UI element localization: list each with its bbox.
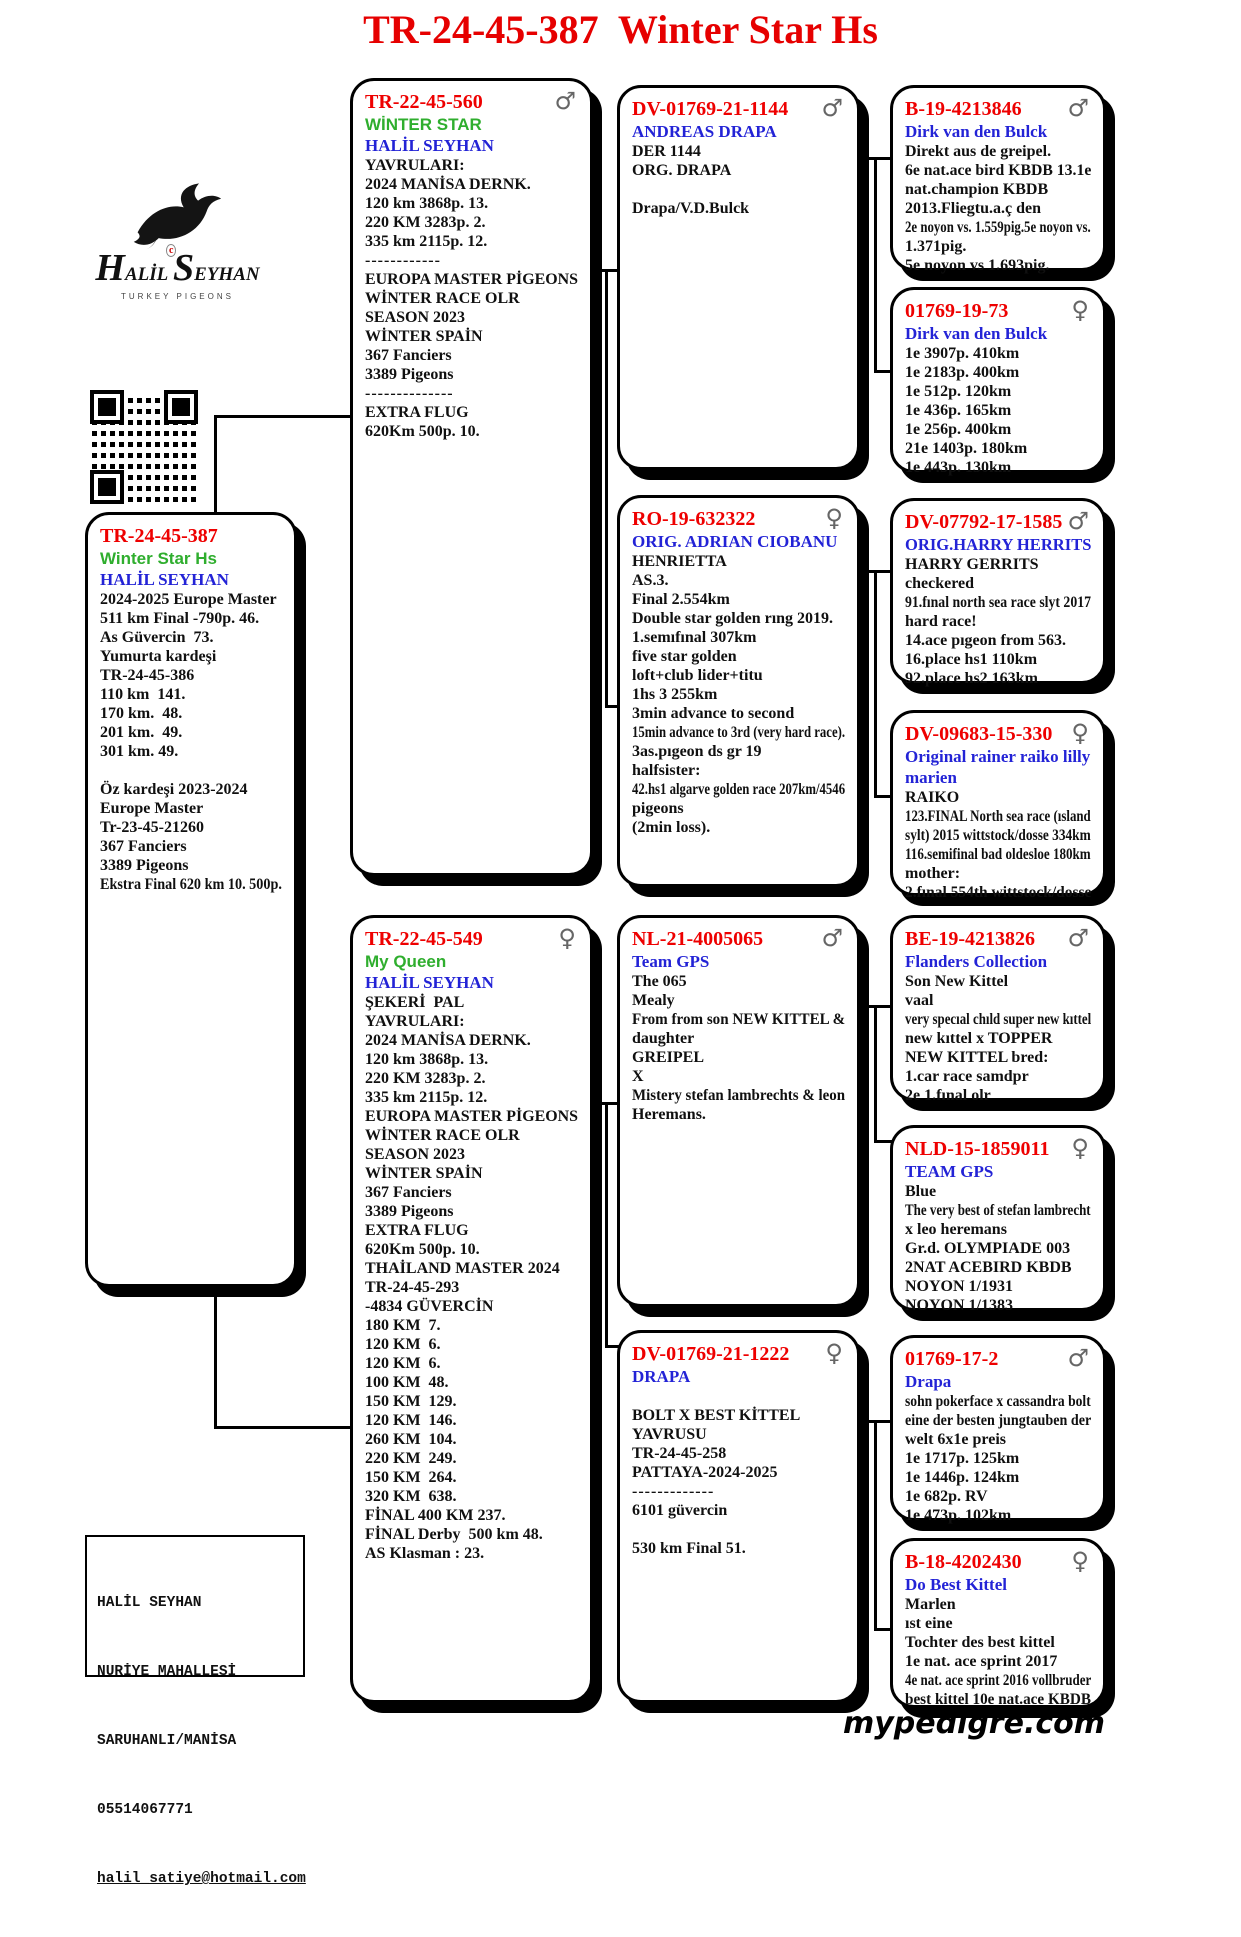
- pedigree-line: 620Km 500p. 10.: [365, 423, 480, 440]
- pedigree-line: 1e 2183p. 400km: [905, 364, 1020, 381]
- pedigree-line: 335 km 2115p. 12.: [365, 1089, 488, 1106]
- logo-initial: H: [95, 247, 125, 289]
- female-symbol-icon: ♀: [1071, 296, 1089, 324]
- loft-subtitle: TURKEY PIGEONS: [121, 292, 234, 301]
- logo-mark: c: [166, 244, 176, 257]
- pedigree-line: TR-24-45-293: [365, 1279, 460, 1296]
- ring-number: TR-24-45-387: [100, 525, 218, 547]
- pedigree-line: 530 km Final 51.: [632, 1540, 746, 1557]
- pedigree-line: 2.fınal 554th wittstock/dosse: [905, 884, 1092, 901]
- pedigree-line: sohn pokerface x cassandra bolt: [905, 1393, 1091, 1410]
- pedigree-line: Son New Kittel: [905, 973, 1009, 990]
- pedigree-line: My Queen: [365, 952, 447, 971]
- contact-city: SARUHANLI/MANİSA: [97, 1733, 237, 1749]
- pedigree-line: FİNAL 400 KM 237.: [365, 1507, 506, 1524]
- pedigree-line: Heremans.: [632, 1106, 706, 1123]
- male-symbol-icon: ♂: [821, 94, 843, 122]
- ring-number: B-19-4213846: [905, 98, 1022, 120]
- pedigree-line: HENRIETTA: [632, 553, 727, 570]
- pedigree-line: X: [632, 1068, 644, 1085]
- pedigree-line: Final 2.554km: [632, 591, 730, 608]
- pedigree-line: WİNTER SPAİN: [365, 328, 483, 345]
- pedigree-line: 42.hs1 algarve golden race 207km/4546: [632, 781, 846, 798]
- page-title: TR-24-45-387 Winter Star Hs: [363, 7, 878, 52]
- loft-logo: [80, 180, 275, 370]
- pedigree-line: 14.ace pıgeon from 563.: [905, 632, 1067, 649]
- pedigree-line: Mealy: [632, 992, 675, 1009]
- pedigree-line: 2NAT ACEBIRD KBDB: [905, 1259, 1072, 1276]
- connector-line: [605, 1102, 608, 1348]
- pedigree-line: 367 Fanciers: [365, 347, 452, 364]
- qr-finder-icon: [90, 390, 124, 424]
- pedigree-line: (2min loss).: [632, 819, 711, 836]
- pedigree-line: -------------: [632, 1483, 715, 1500]
- pedigree-line: 4e nat. ace sprint 2016 vollbruder: [905, 1672, 1092, 1689]
- pedigree-line: 120 KM 6.: [365, 1336, 441, 1353]
- pedigree-line: 150 KM 264.: [365, 1469, 457, 1486]
- pedigree-line: YAVRULARI:: [365, 1013, 465, 1030]
- pedigree-line: ANDREAS DRAPA: [632, 122, 777, 141]
- pedigree-line: EUROPA MASTER PİGEONS: [365, 1108, 578, 1125]
- pedigree-line: PATTAYA-2024-2025: [632, 1464, 778, 1481]
- pedigree-line: ORIG.HARRY HERRITS: [905, 535, 1092, 554]
- ring-number: DV-07792-17-1585: [905, 511, 1063, 533]
- pedigree-line: 1e nat. ace sprint 2017: [905, 1653, 1058, 1670]
- ring-number: DV-01769-21-1222: [632, 1343, 790, 1365]
- pedigree-line: 1e 1717p. 125km: [905, 1450, 1020, 1467]
- pedigree-line: NOYON 1/1383: [905, 1297, 1013, 1314]
- pedigree-line: Mistery stefan lambrechts & leon: [632, 1087, 846, 1104]
- pedigree-line: new kıttel x TOPPER: [905, 1030, 1053, 1047]
- pedigree-line: 15min advance to 3rd (very hard race).: [632, 724, 846, 741]
- pedigree-line: marien: [905, 768, 957, 787]
- pedigree-line: -4834 GÜVERCİN: [365, 1298, 494, 1315]
- pedigree-box-ggp-4: [890, 710, 1106, 901]
- pedigree-line: 220 KM 249.: [365, 1450, 457, 1467]
- pedigree-line: 2013.Fliegtu.a.ç den: [905, 200, 1041, 217]
- pedigree-box-ggp-5: [890, 915, 1106, 1104]
- pedigree-line: hard race!: [905, 613, 977, 630]
- connector-line: [874, 1005, 877, 1143]
- pedigree-line: NOYON 1/1931: [905, 1278, 1013, 1295]
- pedigree-line: WİNTER SPAİN: [365, 1165, 483, 1182]
- pedigree-line: loft+club lider+titu: [632, 667, 763, 684]
- pedigree-line: NEW KITTEL bred:: [905, 1049, 1049, 1066]
- pedigree-line: pigeons: [632, 800, 684, 817]
- pedigree-line: SEASON 2023: [365, 1146, 466, 1163]
- pedigree-line: Europe Master: [100, 800, 204, 817]
- contact-phone: 05514067771: [97, 1802, 193, 1818]
- pedigree-line: ------------: [365, 252, 441, 269]
- pedigree-line: 1e 682p. RV: [905, 1488, 988, 1505]
- ring-number: NL-21-4005065: [632, 928, 764, 950]
- pedigree-line: mother:: [905, 865, 961, 882]
- pedigree-line: WİNTER STAR: [365, 115, 482, 134]
- pedigree-line: 220 KM 3283p. 2.: [365, 1070, 486, 1087]
- male-symbol-icon: ♂: [1067, 94, 1089, 122]
- pedigree-line: 1.car race samdpr: [905, 1068, 1029, 1085]
- pedigree-line: THAİLAND MASTER 2024: [365, 1260, 560, 1277]
- male-symbol-icon: ♂: [1067, 924, 1089, 952]
- pedigree-line: FİNAL Derby 500 km 48.: [365, 1526, 543, 1543]
- pedigree-box-ggp-8: [890, 1538, 1106, 1708]
- site-watermark: mypedigre.com: [842, 1706, 1105, 1741]
- pedigree-line: EXTRA FLUG: [365, 404, 469, 421]
- ring-number: DV-01769-21-1144: [632, 98, 789, 120]
- connector-line: [214, 1426, 350, 1429]
- pedigree-line: 1e 473p. 102km: [905, 1507, 1012, 1524]
- pedigree-line: 1.371pig.: [905, 238, 967, 255]
- pedigree-line: 120 km 3868p. 13.: [365, 195, 489, 212]
- pigeon-logo-icon: [128, 180, 224, 252]
- pedigree-line: best kittel 10e nat.ace KBDB: [905, 1691, 1091, 1708]
- ring-number: 01769-17-2: [905, 1348, 999, 1370]
- ring-number: BE-19-4213826: [905, 928, 1035, 950]
- male-symbol-icon: ♂: [554, 87, 576, 115]
- pedigree-line: 260 KM 104.: [365, 1431, 457, 1448]
- pedigree-line: 3389 Pigeons: [100, 857, 189, 874]
- pedigree-line: [632, 1387, 845, 1406]
- pedigree-line: 367 Fanciers: [365, 1184, 452, 1201]
- contact-name: HALİL SEYHAN: [97, 1595, 202, 1611]
- pedigree-box-mother: [350, 915, 593, 1703]
- pedigree-box-ggp-3: [890, 498, 1106, 687]
- pedigree-line: 1.semıfınal 307km: [632, 629, 757, 646]
- pedigree-line: Ekstra Final 620 km 10. 500p.: [100, 876, 282, 893]
- connector-line: [874, 157, 877, 373]
- pedigree-line: [632, 180, 845, 199]
- pedigree-line: ORG. DRAPA: [632, 162, 732, 179]
- pedigree-line: 1e 443p. 130km: [905, 459, 1012, 476]
- email-link[interactable]: halil_satiye@hotmail.com: [97, 1871, 306, 1887]
- pedigree-line: ORIG. ADRIAN CIOBANU: [632, 532, 838, 551]
- connector-line: [874, 1140, 892, 1143]
- female-symbol-icon: ♀: [825, 1339, 843, 1367]
- pedigree-line: Drapa/V.D.Bulck: [632, 200, 750, 217]
- pedigree-line: YAVRULARI:: [365, 157, 465, 174]
- pedigree-line: Blue: [905, 1183, 937, 1200]
- pedigree-line: HALİL SEYHAN: [100, 570, 229, 589]
- pedigree-line: 620Km 500p. 10.: [365, 1241, 480, 1258]
- pedigree-line: Do Best Kittel: [905, 1575, 1007, 1594]
- pedigree-line: Team GPS: [632, 952, 710, 971]
- pedigree-line: 1e 512p. 120km: [905, 383, 1012, 400]
- pedigree-line: [632, 1520, 845, 1539]
- pedigree-line: 335 km 2115p. 12.: [365, 233, 488, 250]
- pedigree-line: 150 KM 129.: [365, 1393, 457, 1410]
- pedigree-box-ggp-6: [890, 1125, 1106, 1314]
- pedigree-line: YAVRUSU: [632, 1426, 707, 1443]
- contact-street: NURİYE MAHALLESİ: [97, 1664, 237, 1680]
- pedigree-line: EUROPA MASTER PİGEONS: [365, 271, 578, 288]
- pedigree-line: Tr-23-45-21260: [100, 819, 204, 836]
- male-symbol-icon: ♂: [1067, 1344, 1089, 1372]
- pedigree-line: x leo heremans: [905, 1221, 1007, 1238]
- ring-number: RO-19-632322: [632, 508, 756, 530]
- pedigree-line: 2e noyon vs. 1.559pig.5e noyon vs.: [905, 219, 1091, 236]
- pedigree-line: vaal: [905, 992, 934, 1009]
- pedigree-line: As Güvercin 73.: [100, 629, 214, 646]
- pedigree-line: five star golden: [632, 648, 737, 665]
- pedigree-line: 1e 436p. 165km: [905, 402, 1012, 419]
- pedigree-line: 170 km. 48.: [100, 705, 183, 722]
- pedigree-box-granddam-paternal: [617, 495, 860, 887]
- pedigree-box-father: [350, 78, 593, 876]
- pedigree-line: --------------: [365, 385, 454, 402]
- pedigree-line: SEASON 2023: [365, 309, 466, 326]
- pedigree-box-ggp-1: [890, 85, 1106, 274]
- qr-finder-icon: [164, 390, 198, 424]
- female-symbol-icon: ♀: [558, 924, 576, 952]
- pedigree-line: The 065: [632, 973, 687, 990]
- pedigree-box-granddam-maternal: [617, 1330, 860, 1703]
- pedigree-line: Marlen: [905, 1596, 956, 1613]
- pedigree-line: 3389 Pigeons: [365, 366, 454, 383]
- pedigree-line: Dirk van den Bulck: [905, 324, 1048, 343]
- pedigree-line: 2024 MANİSA DERNK.: [365, 176, 531, 193]
- pedigree-line: ıst eine: [905, 1615, 953, 1632]
- pedigree-line: 1e 3907p. 410km: [905, 345, 1020, 362]
- pedigree-line: ŞEKERİ PAL: [365, 994, 465, 1011]
- female-symbol-icon: ♀: [825, 504, 843, 532]
- pedigree-line: 2e 1.fınal olr: [905, 1087, 991, 1104]
- pedigree-line: Yumurta kardeşi: [100, 648, 217, 665]
- pedigree-line: 120 KM 6.: [365, 1355, 441, 1372]
- pedigree-line: 201 km. 49.: [100, 724, 183, 741]
- pedigree-box-grandsire-maternal: [617, 915, 860, 1307]
- pedigree-line: Drapa: [905, 1372, 952, 1391]
- pedigree-line: welt 6x1e preis: [905, 1431, 1007, 1448]
- pedigree-box-ggp-2: [890, 287, 1106, 476]
- pedigree-line: Double star golden rıng 2019.: [632, 610, 834, 627]
- pedigree-line: Dirk van den Bulck: [905, 122, 1048, 141]
- female-symbol-icon: ♀: [1071, 1547, 1089, 1575]
- pedigree-line: Tochter des best kittel: [905, 1634, 1055, 1651]
- loft-name: HALİL c SEYHAN: [95, 245, 260, 289]
- pedigree-line: 6101 güvercin: [632, 1502, 728, 1519]
- pedigree-line: AS.3.: [632, 572, 669, 589]
- pedigree-line: eine der besten jungtauben der: [905, 1412, 1092, 1429]
- pedigree-line: 220 KM 3283p. 2.: [365, 214, 486, 231]
- pedigree-line: DER 1144: [632, 143, 701, 160]
- pedigree-line: TEAM GPS: [905, 1162, 994, 1181]
- pedigree-line: halfsister:: [632, 762, 701, 779]
- ring-number: TR-22-45-560: [365, 91, 483, 113]
- pedigree-line: AS Klasman : 23.: [365, 1545, 485, 1562]
- pedigree-line: Direkt aus de greipel.: [905, 143, 1052, 160]
- female-symbol-icon: ♀: [1071, 1134, 1089, 1162]
- male-symbol-icon: ♂: [821, 924, 843, 952]
- pedigree-line: 2024-2025 Europe Master: [100, 591, 277, 608]
- pedigree-box-ggp-7: [890, 1335, 1106, 1524]
- pedigree-line: 92.place hs2 163km: [905, 670, 1038, 687]
- pedigree-line: HALİL SEYHAN: [365, 973, 494, 992]
- pedigree-line: 1e 256p. 400km: [905, 421, 1012, 438]
- pedigree-line: 2024 MANİSA DERNK.: [365, 1032, 531, 1049]
- pedigree-box-grandsire-paternal: [617, 85, 860, 470]
- pedigree-line: checkered: [905, 575, 975, 592]
- pedigree-line: 91.fınal north sea race slyt 2017: [905, 594, 1091, 611]
- ring-number: TR-22-45-549: [365, 928, 483, 950]
- ring-number: NLD-15-1859011: [905, 1138, 1050, 1160]
- female-symbol-icon: ♀: [1071, 719, 1089, 747]
- pedigree-line: HALİL SEYHAN: [365, 136, 494, 155]
- ring-number: 01769-19-73: [905, 300, 1009, 322]
- pedigree-line: BOLT X BEST KİTTEL: [632, 1407, 801, 1424]
- pedigree-line: daughter: [632, 1030, 695, 1047]
- pedigree-line: 1hs 3 255km: [632, 686, 718, 703]
- pedigree-line: 511 km Final -790p. 46.: [100, 610, 260, 627]
- pedigree-line: Flanders Collection: [905, 952, 1048, 971]
- pedigree-line: 367 Fanciers: [100, 838, 187, 855]
- pedigree-line: TR-24-45-258: [632, 1445, 727, 1462]
- connector-line: [874, 570, 877, 798]
- pedigree-line: 110 km 141.: [100, 686, 186, 703]
- pedigree-line: 16.place hs1 110km: [905, 651, 1038, 668]
- pedigree-line: WİNTER RACE OLR: [365, 1127, 520, 1144]
- pedigree-line: The very best of stefan lambrecht: [905, 1202, 1091, 1219]
- pedigree-line: From from son NEW KITTEL &: [632, 1011, 846, 1028]
- pedigree-line: TR-24-45-386: [100, 667, 195, 684]
- pedigree-line: Original rainer raiko lilly: [905, 747, 1091, 766]
- pedigree-line: 301 km. 49.: [100, 743, 179, 760]
- connector-line: [874, 1420, 877, 1631]
- pedigree-line: RAIKO: [905, 789, 960, 806]
- pedigree-line: 180 KM 7.: [365, 1317, 441, 1334]
- qr-finder-icon: [90, 470, 124, 504]
- pedigree-line: Winter Star Hs: [100, 549, 217, 568]
- pedigree-line: 116.semifinal bad oldesloe 180km: [905, 846, 1091, 863]
- connector-line: [605, 269, 608, 708]
- pedigree-line: 5e noyon vs 1.693pig.: [905, 257, 1050, 274]
- pedigree-line: 3as.pıgeon ds gr 19: [632, 743, 762, 760]
- pedigree-line: 3min advance to second: [632, 705, 795, 722]
- logo-initial: S: [173, 247, 195, 289]
- pedigree-line: sylt) 2015 wittstock/dosse 334km: [905, 827, 1091, 844]
- pedigree-box-subject: [85, 512, 297, 1287]
- pedigree-line: HARRY GERRITS: [905, 556, 1039, 573]
- pedigree-line: 3389 Pigeons: [365, 1203, 454, 1220]
- pedigree-line: Gr.d. OLYMPIADE 003: [905, 1240, 1071, 1257]
- pedigree-line: 320 KM 638.: [365, 1488, 457, 1505]
- pedigree-line: WİNTER RACE OLR: [365, 290, 520, 307]
- qr-code: [88, 388, 200, 506]
- pedigree-line: [100, 761, 282, 780]
- pedigree-line: GREIPEL: [632, 1049, 705, 1066]
- pedigree-line: 123.FINAL North sea race (ısland: [905, 808, 1091, 825]
- pedigree-line: 120 KM 146.: [365, 1412, 457, 1429]
- pedigree-line: EXTRA FLUG: [365, 1222, 469, 1239]
- ring-number: DV-09683-15-330: [905, 723, 1053, 745]
- male-symbol-icon: ♂: [1067, 507, 1089, 535]
- pedigree-line: 1e 1446p. 124km: [905, 1469, 1020, 1486]
- pedigree-line: very specıal chıld super new kıttel: [905, 1011, 1092, 1028]
- pedigree-line: nat.champion KBDB: [905, 181, 1049, 198]
- pedigree-line: 120 km 3868p. 13.: [365, 1051, 489, 1068]
- pedigree-line: Öz kardeşi 2023-2024: [100, 781, 248, 798]
- pedigree-line: 21e 1403p. 180km: [905, 440, 1028, 457]
- connector-line: [214, 415, 350, 418]
- ring-number: B-18-4202430: [905, 1551, 1022, 1573]
- pedigree-line: DRAPA: [632, 1367, 691, 1386]
- pedigree-line: 100 KM 48.: [365, 1374, 449, 1391]
- contact-block: [85, 1535, 306, 1887]
- pedigree-line: 6e nat.ace bird KBDB 13.1e: [905, 162, 1092, 179]
